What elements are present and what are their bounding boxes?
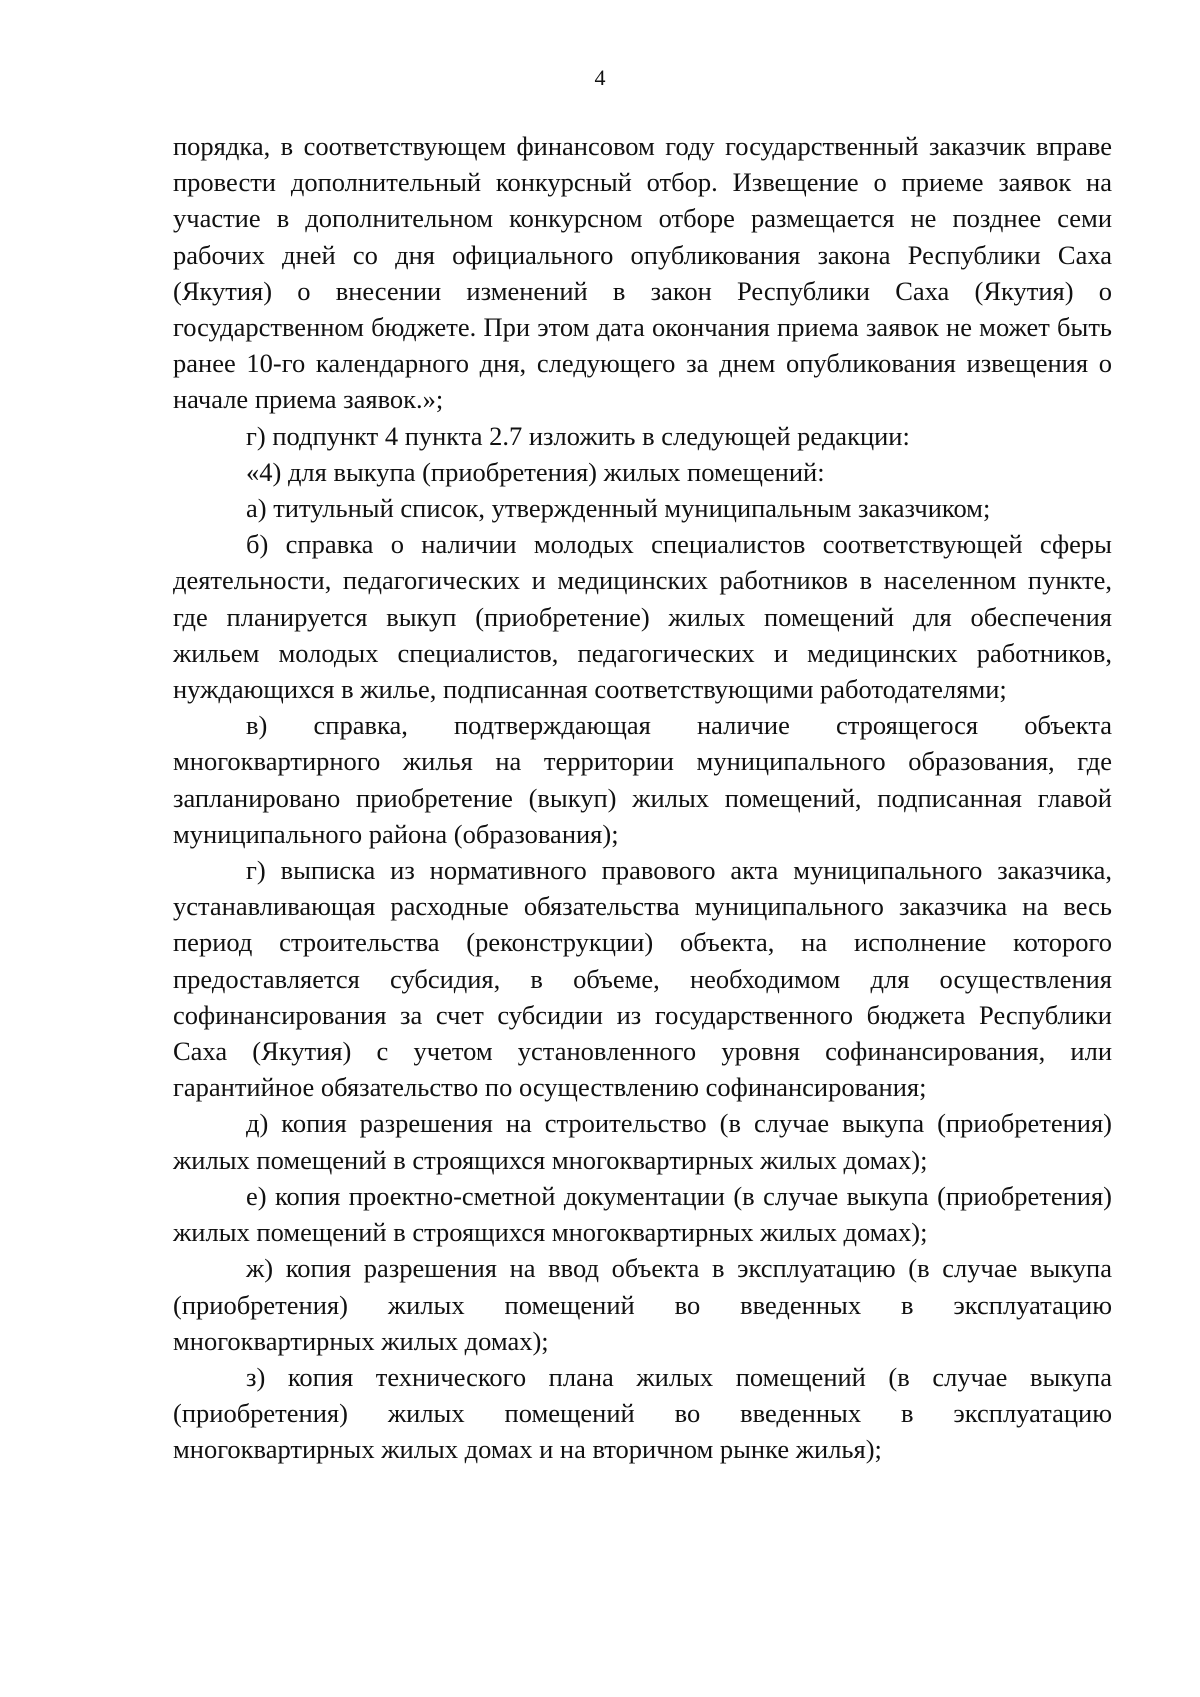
paragraph-item-zh: ж) копия разрешения на ввод объекта в эксплуатацию (в случае выкупа (приобретения) жилых помещений во введенных в эксплуатацию многоквартирных жилых домах); <box>173 1253 1112 1356</box>
document-body <box>173 128 1112 1468</box>
paragraph-item-b: б) справка о наличии молодых специалистов соответствующей сферы деятельности, педагогических и медицинских работников в населенном пункте, где планируется выкуп (приобретение) жилых помещений для обеспечения жильем молодых специалистов, педагогических и медицинских работников, нуждающихся в жилье, подписанная соответствующими работодателями; <box>173 529 1112 705</box>
paragraph-item-z: з) копия технического плана жилых помещений (в случае выкупа (приобретения) жилых помещений во введенных в эксплуатацию многоквартирных жилых домах и на вторичном рынке жилья); <box>173 1361 1112 1465</box>
paragraph-item-d: д) копия разрешения на строительство (в случае выкупа (приобретения) жилых помещений в строящихся многоквартирных жилых домах); <box>173 1108 1112 1175</box>
page-number: 4 <box>594 65 606 90</box>
paragraph-item-a: а) титульный список, утвержденный муниципальным заказчиком; <box>246 493 991 524</box>
paragraph-item-v: в) справка, подтверждающая наличие строящегося объекта многоквартирного жилья на территории муниципального образования, где запланировано приобретение (выкуп) жилых помещений, подписанная главой муниципального района (образования); <box>173 710 1112 849</box>
paragraph-item-g-amendment: г) подпункт 4 пункта 2.7 изложить в следующей редакции: <box>246 420 910 451</box>
paragraph-continuation: порядка, в соответствующем финансовом году государственный заказчик вправе провести дополнительный конкурсный отбор. Извещение о приеме заявок на участие в дополнительном конкурсном отборе размещается не позднее семи рабочих дней со дня официального опубликования закона Республики Саха (Якутия) о внесении изменений в закон Республики Саха (Якутия) о государственном бюджете. При этом дата окончания приема заявок не может быть ранее 10-го календарного дня, следующего за днем опубликования извещения о начале приема заявок.»; <box>173 131 1112 415</box>
paragraph-item-e: е) копия проектно-сметной документации (в случае выкупа (приобретения) жилых помещений в строящихся многоквартирных жилых домах); <box>173 1180 1112 1248</box>
paragraph-subitem-4: «4) для выкупа (приобретения) жилых помещений: <box>246 456 825 487</box>
paragraph-item-g: г) выписка из нормативного правового акта муниципального заказчика, устанавливающая расходные обязательства муниципального заказчика на весь период строительства (реконструкции) объекта, на исполнение которого предоставляется субсидия, в объеме, необходимом для осуществления софинансирования за счет субсидии из государственного бюджета Республики Саха (Якутия) с учетом установленного уровня софинансирования, или гарантийное обязательство по осуществлению софинансирования; <box>173 855 1112 1103</box>
